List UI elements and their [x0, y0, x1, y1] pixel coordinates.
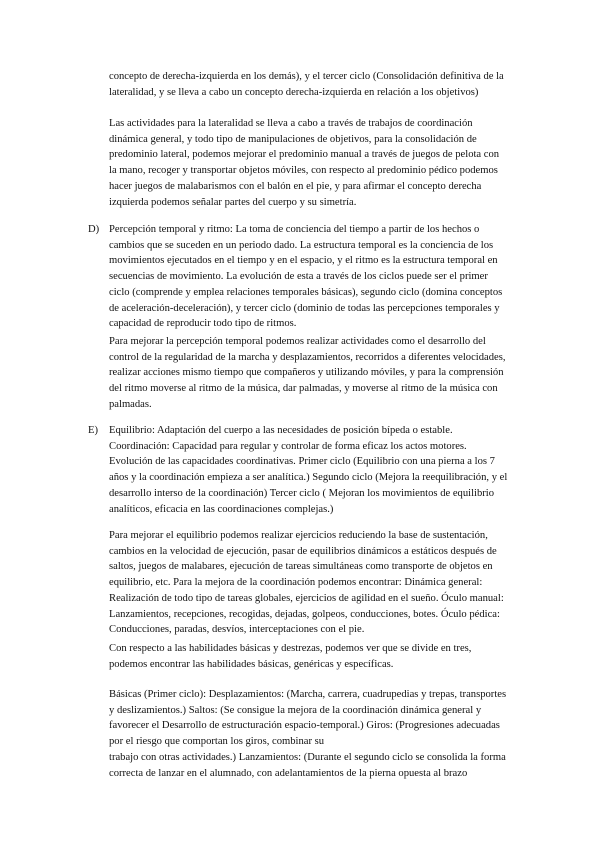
- text-line: por el riesgo que comportan los giros, combinar su: [109, 736, 325, 748]
- text-line: Realización de todo tipo de tareas globales, ejercicios de agilidad en el sueño. Óculo manual:: [109, 592, 504, 604]
- section-label-e: E): [88, 425, 98, 436]
- text-line: Coordinación: Capacidad para regular y controlar de forma eficaz los actos motores.: [109, 440, 467, 452]
- text-line: lateralidad, y se lleva a cabo un concepto derecha-izquierda en relación a los objetivos): [109, 86, 479, 98]
- paragraph-laterality-activities: [109, 116, 529, 210]
- text-line: Conducciones, paradas, desvíos, interceptaciones con el pie.: [109, 624, 365, 636]
- text-line: ciclo (comprende y emplea relaciones temporales básicas), segundo ciclo (domina conceptos: [109, 286, 503, 298]
- text-line: la mano, recoger y transportar objetos móviles, con respecto al predominio pédico podemos: [109, 165, 498, 177]
- paragraph-temporal-perception: [109, 222, 529, 332]
- text-line: equilibrio, etc. Para la mejora de la coordinación podemos encontrar: Dinámica general:: [109, 577, 483, 589]
- text-line: capacidad de reproducir todo tipo de ritmos.: [109, 318, 297, 330]
- text-line: secuencias de movimiento. La evolución de esta a través de los ciclos puede ser el primer: [109, 271, 488, 283]
- text-line: izquierda podemos señalar partes del cuerpo y su simetría.: [109, 196, 357, 208]
- text-line: desarrollo interso de la coordinación) Tercer ciclo ( Mejoran los movimientos de equilibrio: [109, 487, 495, 499]
- text-line: palmadas.: [109, 398, 152, 410]
- text-line: realizar acciones mismo tiempo que compañeros y utilizando móviles, y para la comprensión: [109, 367, 504, 379]
- text-line: trabajo con otras actividades.) Lanzamientos: (Durante el segundo ciclo se consolida la forma: [109, 751, 506, 763]
- text-line: años y la coordinación empieza a ser analítica.) Segundo ciclo (Mejora la reequilibración, y el: [109, 472, 508, 484]
- text-line: hacer juegos de malabarismos con el balón en el pie, y para afirmar el concepto derecha: [109, 180, 482, 192]
- text-line: analíticos, eficacia en las coordinaciones complejas.): [109, 503, 334, 515]
- text-line: Con respecto a las habilidades básicas y destrezas, podemos ver que se divide en tres,: [109, 643, 472, 654]
- text-line: cambios en la velocidad de ejecución, pasar de equilibrios dinámicos a estáticos después de: [109, 545, 497, 557]
- paragraph-laterality-cycles: [109, 69, 529, 100]
- paragraph-temporal-activities: [109, 334, 529, 413]
- text-line: Las actividades para la lateralidad se lleva a cabo a través de trabajos de coordinación: [109, 118, 473, 129]
- text-line: Evolución de las capacidades coordinativas. Primer ciclo (Equilibrio con una pierna a los 7: [109, 456, 495, 468]
- text-line: control de la regularidad de la marcha y desplazamientos, recorridos a diferentes velocidades,: [109, 351, 506, 363]
- text-line: y deslizamientos.) Saltos: (Se consigue la mejora de la coordinación dinámica general y: [109, 704, 482, 716]
- text-line: Lanzamientos, recepciones, recogidas, dejadas, golpeos, conducciones, botes. Óculo pédica:: [109, 608, 500, 620]
- text-line: Básicas (Primer ciclo): Desplazamientos: (Marcha, carrera, cuadrupedias y trepas, transportes: [109, 689, 507, 700]
- text-line: Percepción temporal y ritmo: La toma de conciencia del tiempo a partir de los hechos o: [109, 224, 480, 235]
- paragraph-basic-skills-intro: [109, 641, 529, 672]
- text-line: dinámica general, y todo tipo de manipulaciones de objetivos, para la consolidación de: [109, 133, 477, 145]
- text-line: concepto de derecha-izquierda en los demás), y el tercer ciclo (Consolidación definitiva de la: [109, 71, 504, 82]
- text-line: Para mejorar el equilibrio podemos realizar ejercicios reduciendo la base de sustentación,: [109, 530, 488, 541]
- text-line: podemos encontrar las habilidades básicas, genéricas y específicas.: [109, 658, 394, 670]
- paragraph-balance-coordination: [109, 423, 529, 517]
- paragraph-balance-activities: [109, 528, 529, 638]
- text-line: predominio lateral, podemos mejorar el predominio manual a través de juegos de pelota con: [109, 149, 500, 161]
- paragraph-basic-skills-detail: [109, 687, 529, 781]
- text-line: saltos, juegos de malabares, ejecución de tareas simultáneas como transporte de objetos en: [109, 561, 493, 573]
- text-line: favorecer el Desarrollo de estructuración espacio-temporal.) Giros: (Progresiones adecuadas: [109, 720, 500, 732]
- text-line: correcta de lanzar en el alumnado, con adelantamientos de la pierna opuesta al brazo: [109, 767, 468, 779]
- text-line: Equilibrio: Adaptación del cuerpo a las necesidades de posición bípeda o estable.: [109, 425, 453, 436]
- text-line: movimientos ejecutados en el tiempo y en el espacio, y el ritmo es la estructura temporal en: [109, 255, 498, 267]
- text-line: cambios que se suceden en un periodo dado. La estructura temporal es la conciencia de los: [109, 239, 494, 251]
- text-line: del ritmo moverse al ritmo de la música, dar palmadas, y moverse al ritmo de la música con: [109, 383, 498, 395]
- text-line: Para mejorar la percepción temporal podemos realizar actividades como el desarrollo del: [109, 336, 486, 347]
- section-label-d: D): [88, 224, 100, 235]
- text-line: de aceleración-deceleración), y tercer ciclo (dominio de todas las percepciones temporales y: [109, 302, 500, 314]
